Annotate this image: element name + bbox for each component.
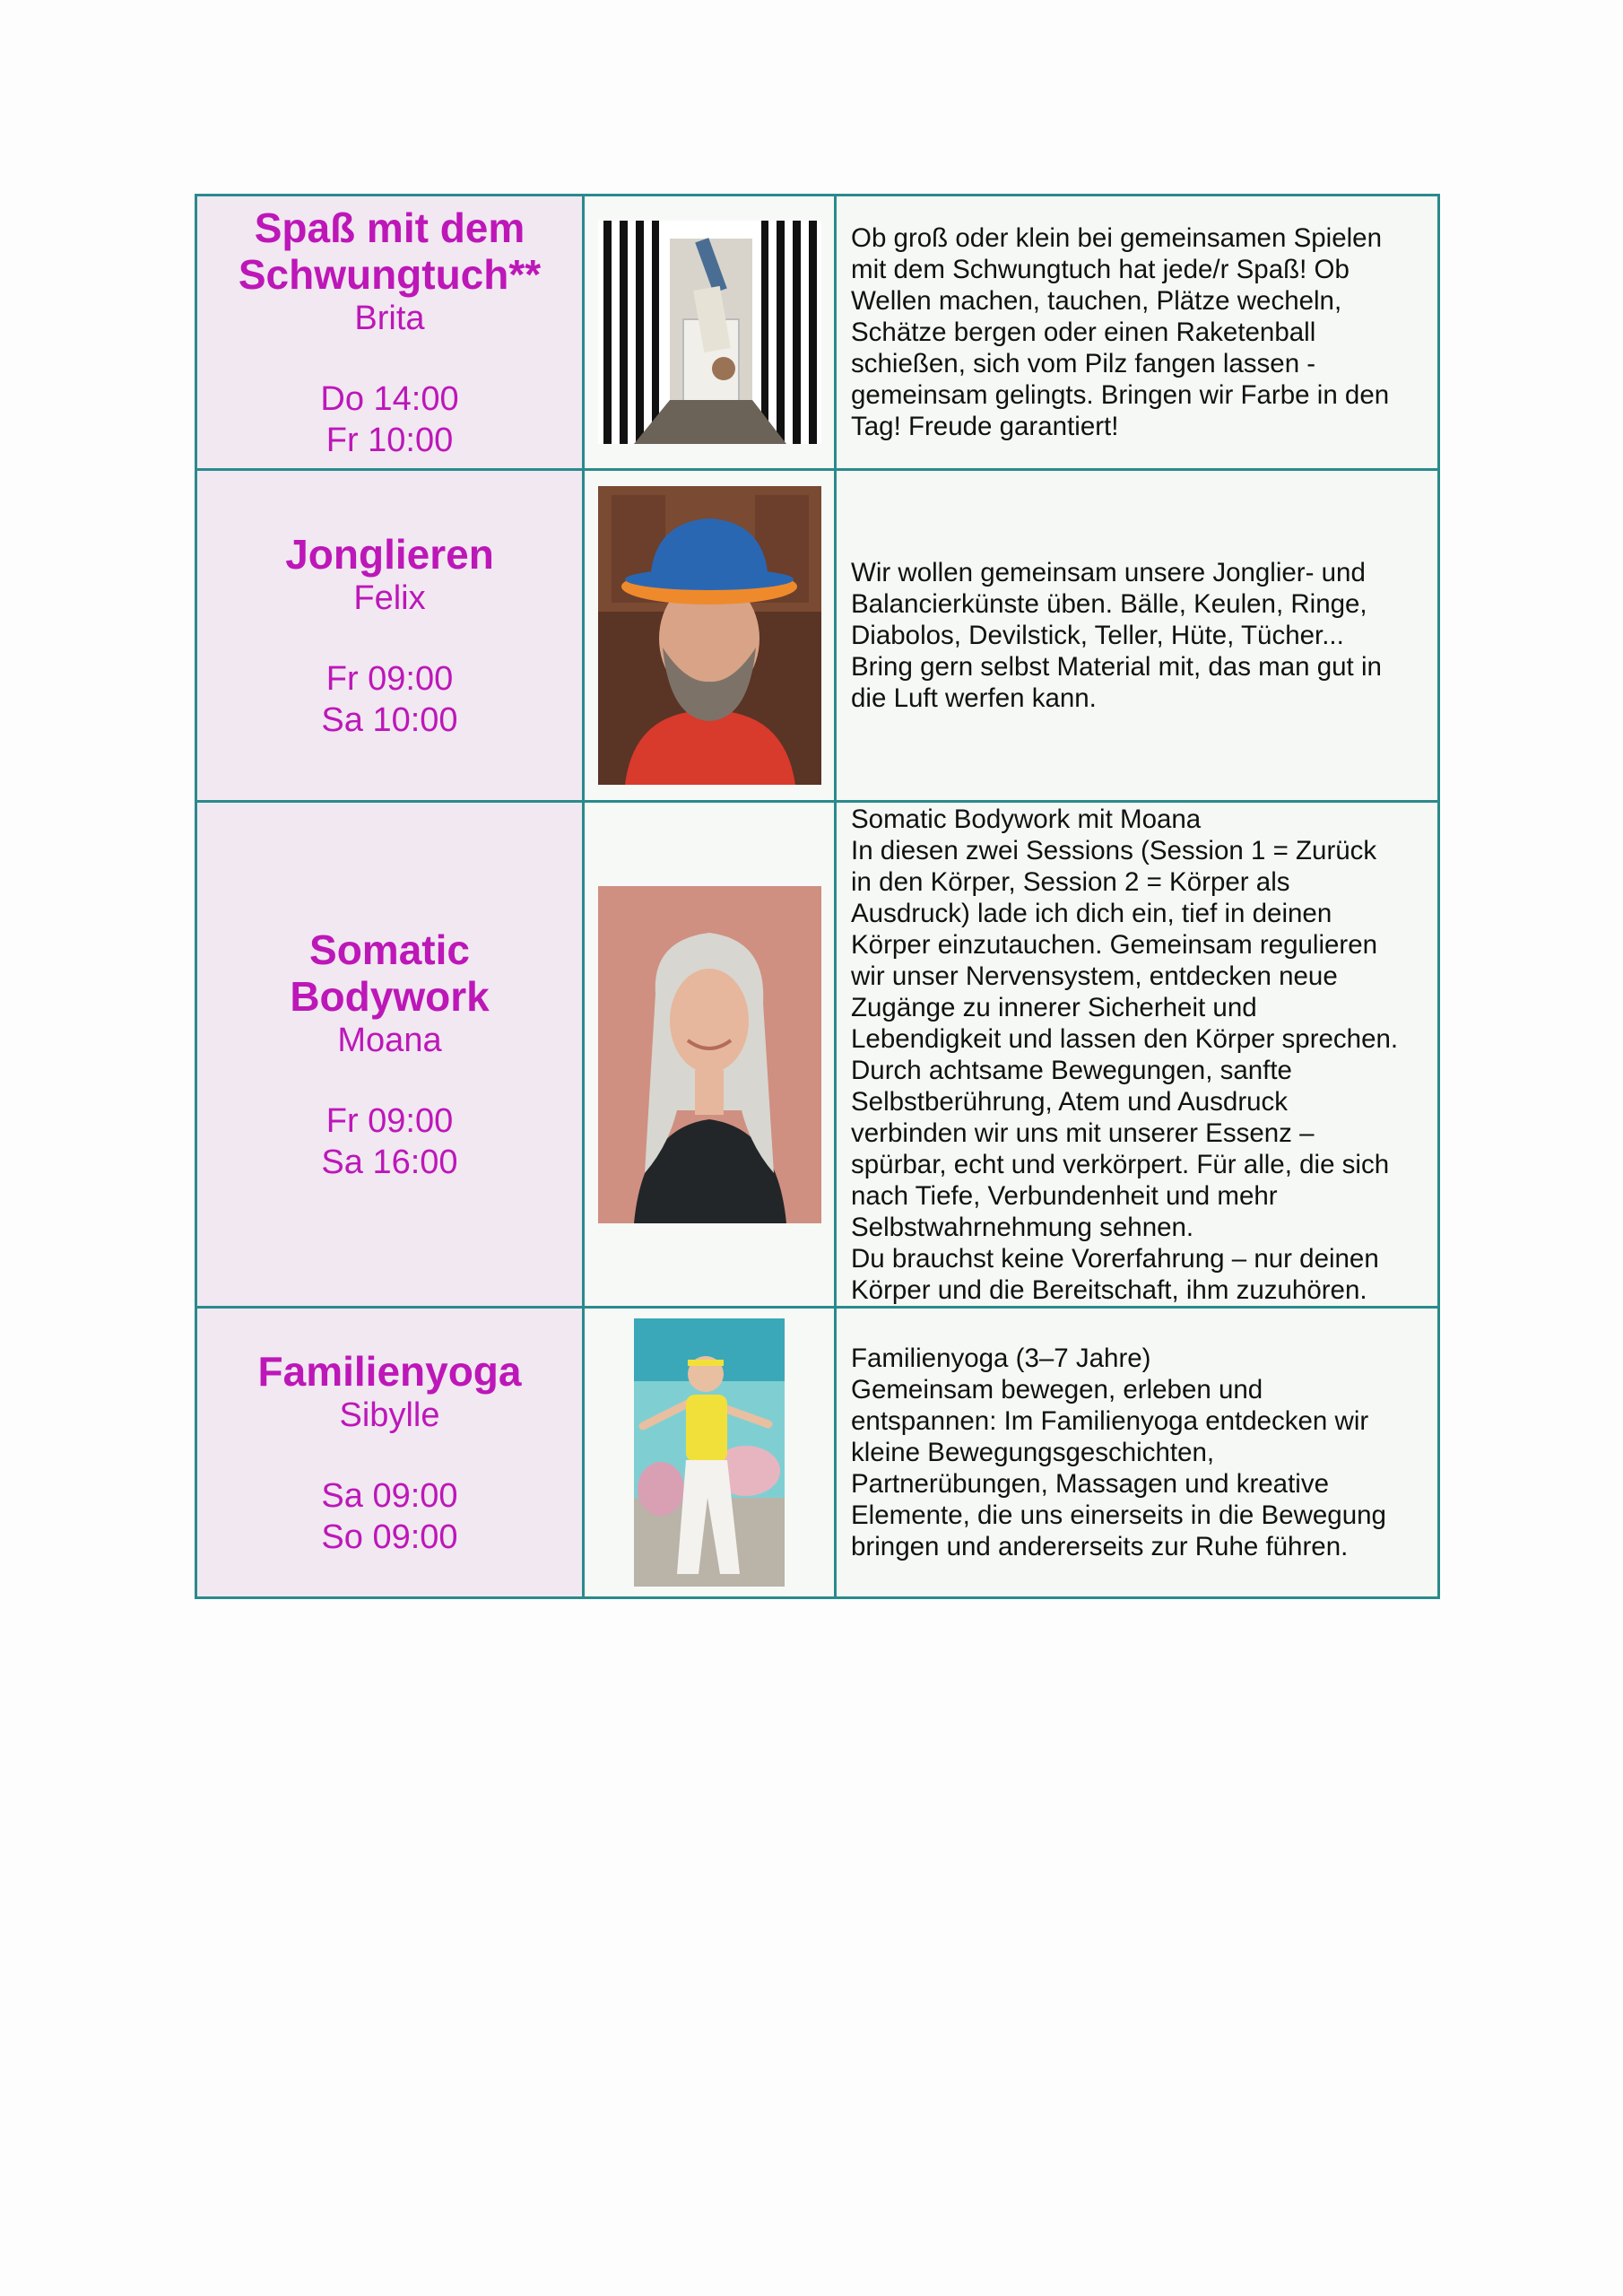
description-line: Wir wollen gemeinsam unsere Jonglier- und <box>851 558 1366 587</box>
time-slot: Sa 10:00 <box>321 700 458 739</box>
time-slot: Sa 09:00 <box>321 1476 458 1515</box>
time-slot: Do 14:00 <box>320 379 459 418</box>
description-line: Selbstwahrnehmung sehnen. <box>851 1212 1194 1242</box>
description-line: kleine Bewegungsgeschichten, <box>851 1438 1215 1467</box>
description-line: Lebendigkeit und lassen den Körper sprechen. <box>851 1023 1399 1054</box>
description-line: Selbstberührung, Atem und Ausdruck <box>851 1086 1289 1117</box>
description-line: gemeinsam gelingts. Bringen wir Farbe in den <box>851 380 1390 410</box>
workshop-title: Schwungtuch** <box>238 250 542 298</box>
description-line: Körper einzutauchen. Gemeinsam regulieren <box>851 929 1378 960</box>
description-line: In diesen zwei Sessions (Session 1 = Zurück <box>851 835 1377 865</box>
description-line: Gemeinsam bewegen, erleben und <box>851 1375 1263 1405</box>
handstand-photo <box>598 221 821 444</box>
time-slots <box>197 1100 582 1183</box>
workshop-title: Spaß mit dem <box>254 204 525 251</box>
workshop-description <box>836 196 1439 470</box>
workshop-title: Jonglieren <box>285 530 494 578</box>
workshop-info <box>196 1308 584 1598</box>
description-line: Zugänge zu innerer Sicherheit und <box>851 992 1257 1022</box>
yoga-photo <box>634 1318 785 1587</box>
workshop-row <box>196 196 1439 470</box>
description-line: Ausdruck) lade ich dich ein, tief in deinen <box>851 898 1332 928</box>
description-line: spürbar, echt und verkörpert. Für alle, die sich <box>851 1149 1390 1179</box>
photo-cell <box>584 470 836 802</box>
instructor-name: Sibylle <box>339 1396 440 1434</box>
workshop-description <box>836 1308 1439 1598</box>
workshop-info <box>196 802 584 1308</box>
description-line: Balancierkünste üben. Bälle, Keulen, Ringe, <box>851 589 1367 619</box>
workshop-description <box>836 802 1439 1308</box>
workshop-table <box>195 194 1440 1599</box>
instructor-name: Moana <box>337 1021 442 1059</box>
time-slots <box>197 378 582 461</box>
time-slot: Sa 16:00 <box>321 1143 458 1181</box>
time-slot: So 09:00 <box>321 1518 458 1556</box>
description-line: Wellen machen, tauchen, Plätze wecheln, <box>851 286 1342 316</box>
time-slot: Fr 09:00 <box>325 1101 454 1140</box>
description-line: in den Körper, Session 2 = Körper als <box>851 866 1290 897</box>
description-line: Du brauchst keine Vorerfahrung – nur deinen <box>851 1243 1379 1274</box>
description-line: wir unser Nervensystem, entdecken neue <box>851 961 1338 991</box>
photo-cell <box>584 1308 836 1598</box>
description-line: Schätze bergen oder einen Raketenball <box>851 317 1316 347</box>
description-line: entspannen: Im Familienyoga entdecken wir <box>851 1406 1369 1436</box>
description-line: Bring gern selbst Material mit, das man gut in <box>851 652 1382 682</box>
photo-cell <box>584 802 836 1308</box>
description-line: Tag! Freude garantiert! <box>851 412 1119 441</box>
description-line: schießen, sich vom Pilz fangen lassen - <box>851 349 1316 378</box>
time-slots <box>197 658 582 741</box>
workshop-title: Bodywork <box>290 972 490 1020</box>
photo-cell <box>584 196 836 470</box>
workshop-row <box>196 470 1439 802</box>
juggler-hat-photo <box>598 486 821 785</box>
description-line: Körper und die Bereitschaft, ihm zuzuhören. <box>851 1274 1367 1305</box>
portrait-photo <box>598 886 821 1223</box>
time-slot: Fr 09:00 <box>325 659 454 698</box>
description-line: Elemente, die uns einerseits in die Bewegung <box>851 1500 1386 1530</box>
instructor-name: Brita <box>354 299 425 337</box>
time-slot: Fr 10:00 <box>325 421 454 459</box>
workshop-description <box>836 470 1439 802</box>
workshop-title: Somatic <box>309 926 470 973</box>
description-line: Diabolos, Devilstick, Teller, Hüte, Tücher... <box>851 621 1344 650</box>
workshop-info <box>196 470 584 802</box>
workshop-info <box>196 196 584 470</box>
description-line: verbinden wir uns mit unserer Essenz – <box>851 1118 1315 1148</box>
description-line: bringen und andererseits zur Ruhe führen. <box>851 1532 1349 1561</box>
description-line: Durch achtsame Bewegungen, sanfte <box>851 1055 1292 1085</box>
description-line: nach Tiefe, Verbundenheit und mehr <box>851 1180 1278 1211</box>
description-line: Ob groß oder klein bei gemeinsamen Spielen <box>851 223 1382 253</box>
workshop-row <box>196 1308 1439 1598</box>
description-line: Somatic Bodywork mit Moana <box>851 804 1202 834</box>
workshop-title: Familienyoga <box>257 1347 522 1395</box>
description-line: Partnerübungen, Massagen und kreative <box>851 1469 1329 1499</box>
description-line: mit dem Schwungtuch hat jede/r Spaß! Ob <box>851 255 1350 284</box>
workshop-row <box>196 802 1439 1308</box>
time-slots <box>197 1475 582 1558</box>
instructor-name: Felix <box>353 578 426 617</box>
description-line: die Luft werfen kann. <box>851 683 1097 713</box>
description-line: Familienyoga (3–7 Jahre) <box>851 1344 1151 1373</box>
